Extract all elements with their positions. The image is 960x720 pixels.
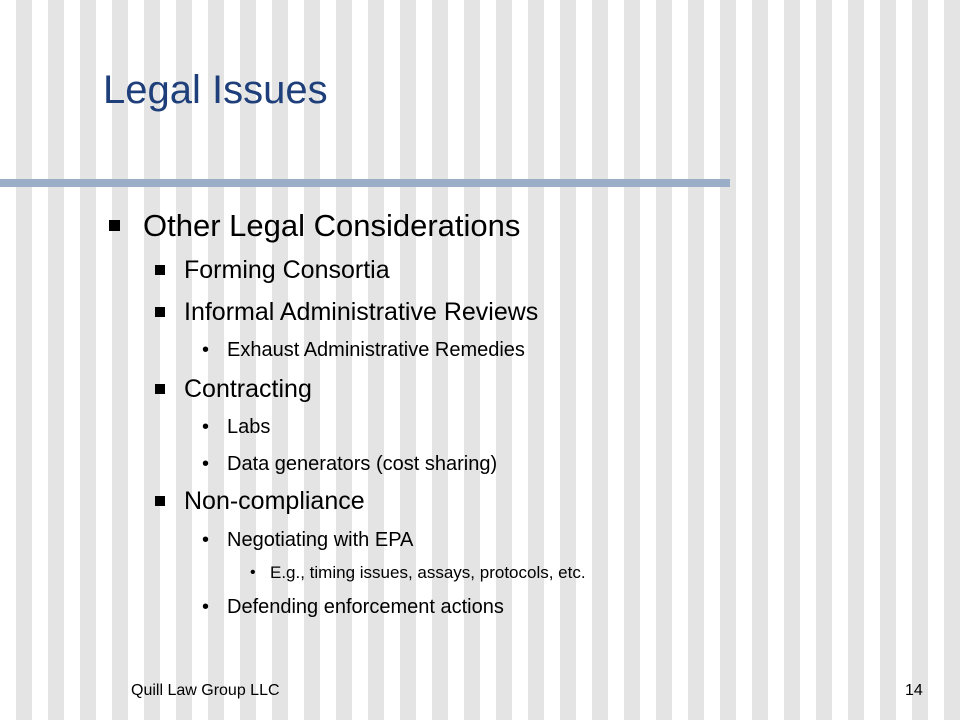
- page-number: 14: [905, 682, 923, 699]
- bullet-item: [202, 594, 504, 620]
- slide-title: Legal Issues: [103, 68, 328, 112]
- bullet-text: Forming Consortia: [184, 256, 390, 284]
- bullet-text: Contracting: [184, 375, 312, 403]
- bullet-item: [184, 373, 312, 405]
- footer-company: Quill Law Group LLC: [131, 682, 280, 699]
- bullet-item: [184, 485, 365, 517]
- square-bullet-icon: [155, 265, 165, 275]
- dot-bullet-icon: •: [202, 596, 210, 618]
- dot-bullet-icon: •: [202, 416, 210, 438]
- bullet-item: [143, 208, 520, 244]
- bullet-item: [250, 562, 586, 584]
- bullet-item: [202, 451, 498, 477]
- dot-bullet-icon: •: [250, 564, 256, 581]
- bullet-item: [184, 296, 538, 328]
- bullet-text: Informal Administrative Reviews: [184, 298, 539, 326]
- dot-bullet-icon: •: [202, 339, 210, 361]
- bullet-text: Defending enforcement actions: [227, 596, 504, 618]
- bullet-text: Labs: [227, 416, 271, 438]
- bullet-text: Non-compliance: [184, 487, 365, 515]
- dot-bullet-icon: •: [202, 453, 210, 475]
- bullet-text: Exhaust Administrative Remedies: [227, 339, 525, 361]
- bullet-text: E.g., timing issues, assays, protocols, etc.: [270, 563, 586, 582]
- bullet-item: [202, 527, 414, 553]
- square-bullet-icon: [155, 496, 165, 506]
- bullet-item: [202, 414, 271, 440]
- bullet-item: [202, 337, 525, 363]
- square-bullet-icon: [155, 307, 165, 317]
- bullet-text: Other Legal Considerations: [143, 208, 521, 243]
- square-bullet-icon: [155, 384, 165, 394]
- bullet-item: [184, 254, 390, 286]
- square-bullet-icon: [109, 220, 120, 231]
- bullet-text: Negotiating with EPA: [227, 529, 414, 551]
- bullet-text: Data generators (cost sharing): [227, 453, 498, 475]
- dot-bullet-icon: •: [202, 529, 210, 551]
